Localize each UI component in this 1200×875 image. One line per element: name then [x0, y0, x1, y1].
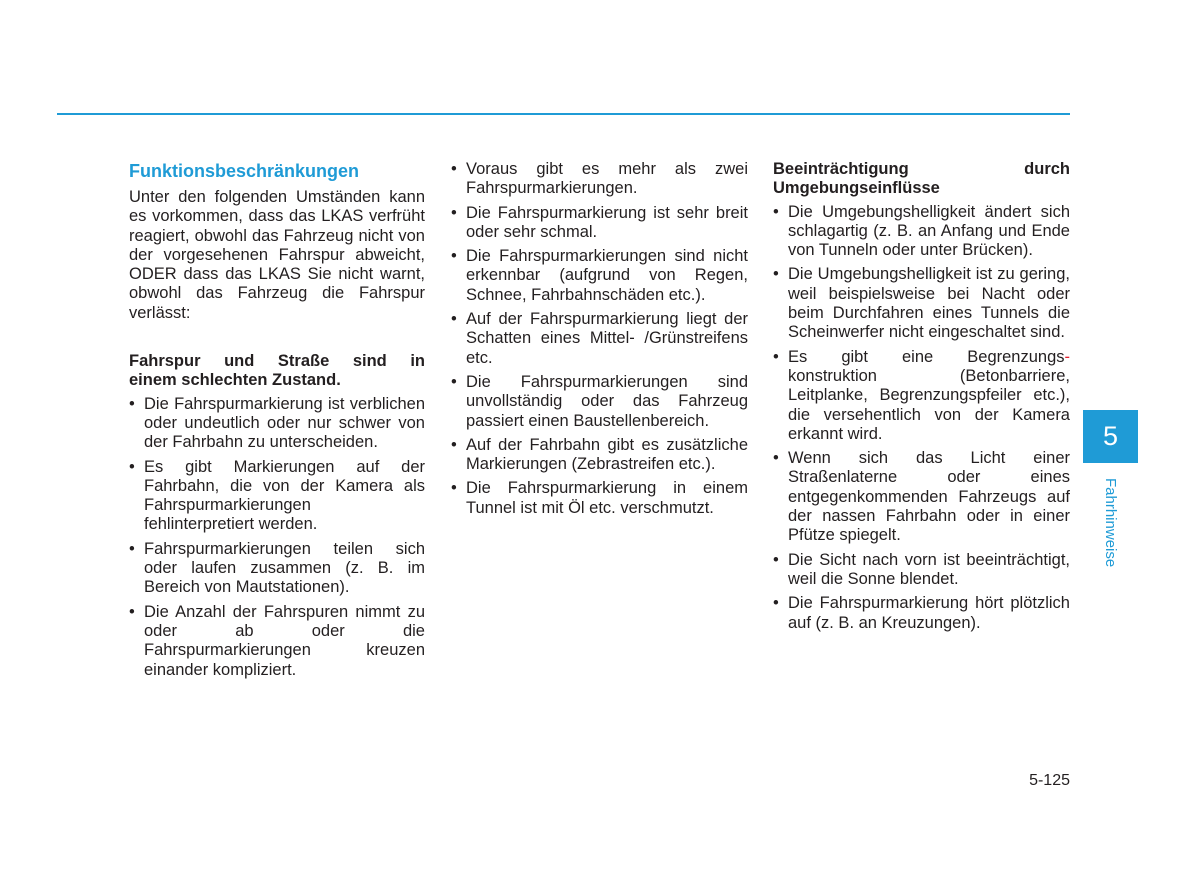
- bullet-list-1: [129, 395, 425, 680]
- section-heading: Funktionsbeschränkungen: [129, 161, 360, 181]
- list-item-text: Es gibt eine Begrenzungs: [788, 347, 1065, 366]
- column-1: [129, 160, 425, 685]
- column-3: [773, 160, 1070, 638]
- subheading-environment-line2: Umgebungseinflüsse: [773, 179, 940, 198]
- list-item: • Auf der Fahrspurmarkierung liegt der Schatten eines Mittel- /Grünstreifens etc.: [451, 310, 748, 368]
- list-item: • Die Umgebungshelligkeit ist zu gering, weil beispielsweise bei Nacht oder beim Durchfahren eines Tunnels die Scheinwerfer nicht eingeschaltet sind.: [773, 265, 1070, 342]
- list-item: • Die Anzahl der Fahrspuren nimmt zu oder ab oder die Fahrspurmarkierungen kreuzen einander kompliziert.: [129, 603, 425, 680]
- bullet-list-3: [773, 203, 1070, 633]
- list-item: • Die Fahrspurmarkierung hört plötzlich auf (z. B. an Kreuzungen).: [773, 594, 1070, 633]
- intro-paragraph: Unter den folgenden Umständen kann es vorkommen, dass das LKAS verfrüht reagiert, obwohl das Fahrzeug nicht von der vorgesehenen Fahrspur abweicht, ODER dass das LKAS Sie nicht warnt, obwohl das Fahrzeug die Fahrspur verlässt:: [129, 188, 425, 322]
- list-item: • Es gibt Markierungen auf der Fahrbahn, die von der Kamera als Fahrspurmarkierungen fehlinterpretiert werden.: [129, 458, 425, 535]
- list-item: • Die Fahrspurmarkierung ist sehr breit oder sehr schmal.: [451, 204, 748, 243]
- list-item: • Die Sicht nach vorn ist beeinträchtigt, weil die Sonne blendet.: [773, 551, 1070, 590]
- hyphen-mark: -: [1064, 347, 1070, 366]
- list-item: • Die Fahrspurmarkierungen sind nicht erkennbar (aufgrund von Regen, Schnee, Fahrbahnschäden etc.).: [451, 247, 748, 305]
- list-item: • Voraus gibt es mehr als zwei Fahrspurmarkierungen.: [451, 160, 748, 199]
- column-2: [451, 160, 748, 523]
- bullet-list-2: [451, 160, 748, 518]
- list-item: • Die Fahrspurmarkierung in einem Tunnel ist mit Öl etc. verschmutzt.: [451, 479, 748, 518]
- list-item: [773, 348, 1070, 444]
- list-item: • Die Umgebungshelligkeit ändert sich schlagartig (z. B. an Anfang und Ende von Tunneln oder unter Brücken).: [773, 203, 1070, 261]
- list-item: • Die Fahrspurmarkierungen sind unvollständig oder das Fahrzeug passiert einen Baustellenbereich.: [451, 373, 748, 431]
- subheading-road-condition: Fahrspur und Straße sind in: [129, 352, 425, 371]
- chapter-tab: 5: [1083, 410, 1138, 463]
- page-number: 5-125: [1029, 772, 1070, 789]
- list-item-text: konstruktion (Betonbarriere, Leitplanke, Begrenzungspfeiler etc.), die versehentlich von der Kamera erkannt wird.: [788, 366, 1070, 443]
- list-item: • Die Fahrspurmarkierung ist verblichen oder undeutlich oder nur schwer von der Fahrbahn zu unterscheiden.: [129, 395, 425, 453]
- list-item: • Auf der Fahrbahn gibt es zusätzliche Markierungen (Zebrastreifen etc.).: [451, 436, 748, 475]
- list-item: • Fahrspurmarkierungen teilen sich oder laufen zusammen (z. B. im Bereich von Mautstationen).: [129, 540, 425, 598]
- list-item: • Wenn sich das Licht einer Straßenlaterne oder eines entgegenkommenden Fahrzeugs auf der nassen Fahrbahn oder in einer Pfütze spiegelt.: [773, 449, 1070, 545]
- subheading-road-condition-line2: einem schlechten Zustand.: [129, 371, 341, 390]
- header-rule: [57, 113, 1070, 115]
- subheading-environment: Beeinträchtigung durch: [773, 160, 1070, 178]
- chapter-label: Fahrhinweise: [1102, 478, 1119, 568]
